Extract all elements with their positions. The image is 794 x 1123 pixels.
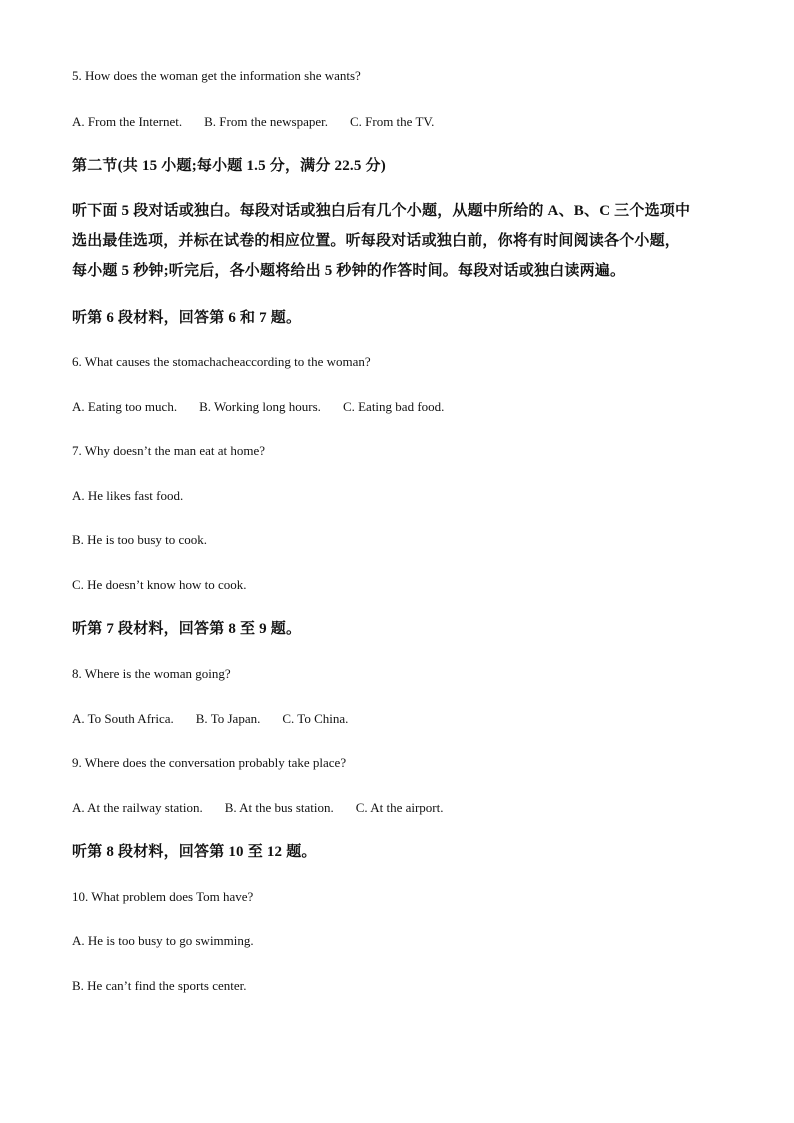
question-5-options [72,114,434,130]
option-5a: A. From the Internet. [72,114,183,129]
question-10: 10. What problem does Tom have? [72,889,254,904]
option-7a: A. He likes fast food. [72,488,184,503]
option-6c: C. Eating bad food. [342,399,445,414]
option-8b: B. To Japan. [195,711,261,726]
question-6: 6. What causes the stomachacheaccording to the woman? [72,354,371,369]
option-5b: B. From the newspaper. [204,114,328,129]
option-9b: B. At the bus station. [224,800,334,815]
option-8c: C. To China. [282,711,349,726]
option-5c: C. From the TV. [349,114,435,129]
option-8a: A. To South Africa. [72,711,174,726]
passage-7-heading: 听第 7 段材料，回答第 8 至 9 题。 [72,621,302,637]
option-9c: C. At the airport. [355,800,444,815]
section-2-instructions-line-3: 每小题 5 秒钟;听完后，各小题将给出 5 秒钟的作答时间。每段对话或独白读两遍。 [72,263,626,279]
option-10b: B. He can’t find the sports center. [72,978,247,993]
passage-8-heading: 听第 8 段材料，回答第 10 至 12 题。 [72,844,317,860]
question-9-options [72,800,444,816]
question-8: 8. Where is the woman going? [72,666,231,681]
question-6-options [72,399,444,415]
option-9a: A. At the railway station. [72,800,203,815]
option-7c: C. He doesn’t know how to cook. [72,577,247,592]
section-2-title: 第二节(共 15 小题;每小题 1.5 分，满分 22.5 分) [72,158,386,174]
question-7: 7. Why doesn’t the man eat at home? [72,443,266,458]
question-9: 9. Where does the conversation probably take place? [72,755,347,770]
passage-6-heading: 听第 6 段材料，回答第 6 和 7 题。 [72,310,302,326]
option-10a: A. He is too busy to go swimming. [72,933,254,948]
question-5: 5. How does the woman get the information she wants? [72,68,361,83]
section-2-instructions-line-2: 选出最佳选项，并标在试卷的相应位置。听每段对话或独白前，你将有时间阅读各个小题， [72,233,681,249]
option-7b: B. He is too busy to cook. [72,532,208,547]
option-6b: B. Working long hours. [199,399,321,414]
section-2-instructions-line-1: 听下面 5 段对话或独白。每段对话或独白后有几个小题，从题中所给的 A、B、C 三个选项中 [72,203,691,219]
option-6a: A. Eating too much. [72,399,178,414]
question-8-options [72,711,348,727]
